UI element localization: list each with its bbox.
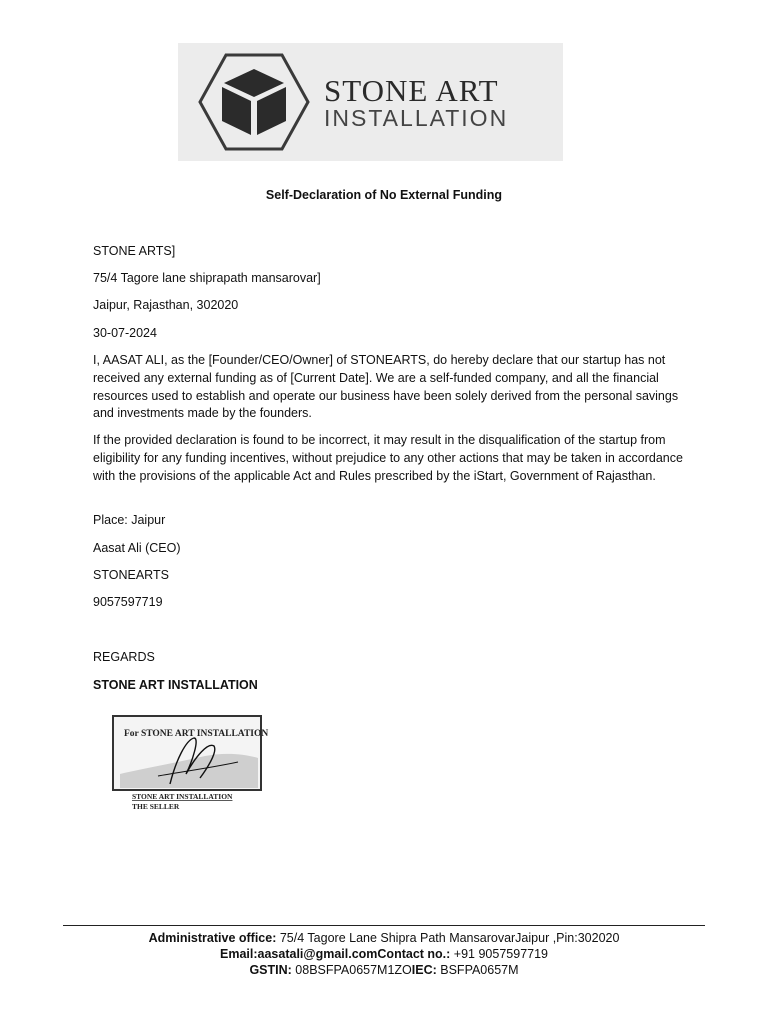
disqualification-paragraph: If the provided declaration is found to be incorrect, it may result in the disqualification of the startup from eligibility for any funding incentives, without prejudice to any other actions that may be taken in accordance with the provisions of the applicable Act and Rules prescribed by the iStart, Government of Rajasthan. [93,433,683,483]
email-label: Email: [220,947,258,961]
contact-label: Contact no.: [377,947,451,961]
logo-subtitle: INSTALLATION [324,105,509,131]
address-street: 75/4 Tagore lane shiprapath mansarovar] [93,271,321,285]
email-value: aasatali@gmail.com [257,947,378,961]
address-company: STONE ARTS] [93,244,176,258]
iec-label: IEC: [411,963,437,977]
contact-value: +91 9057597719 [450,947,548,961]
document-date: 30-07-2024 [93,326,157,340]
company-stamp [110,712,270,812]
company-logo [178,43,563,161]
signoff-company: STONEARTS [93,568,169,582]
footer-tax [0,963,768,977]
footer-office [0,931,768,945]
office-label: Administrative office: [148,931,277,945]
signoff-regards: REGARDS [93,650,155,664]
signoff-phone: 9057597719 [93,595,163,609]
footer-divider [63,925,705,926]
signoff-company-bold: STONE ART INSTALLATION [93,678,258,692]
footer-contact [0,947,768,961]
signoff-name: Aasat Ali (CEO) [93,541,181,555]
declaration-paragraph: I, AASAT ALI, as the [Founder/CEO/Owner] of STONEARTS, do hereby declare that our startup has not received any external funding as of [Current Date]. We are a self-funded company, and all the financial resources used to establish and operate our business have been solely derived from the personal savings and investments made by the founders. [93,353,679,421]
stamp-bottom-text: STONE ART INSTALLATION [132,792,233,801]
address-city: Jaipur, Rajasthan, 302020 [93,298,239,312]
signoff-place: Place: Jaipur [93,513,166,527]
gstin-value: 08BSFPA0657M1ZO [291,963,412,977]
stamp-top-text: For STONE ART INSTALLATION [124,729,269,739]
logo-title: STONE ART [324,73,499,108]
office-value: 75/4 Tagore Lane Shipra Path MansarovarJaipur ,Pin:302020 [276,931,620,945]
iec-value: BSFPA0657M [436,963,519,977]
document-title: Self-Declaration of No External Funding [265,188,503,202]
gstin-label: GSTIN: [249,963,292,977]
stamp-role: THE SELLER [132,802,180,811]
cube-hexagon-icon [198,53,310,151]
